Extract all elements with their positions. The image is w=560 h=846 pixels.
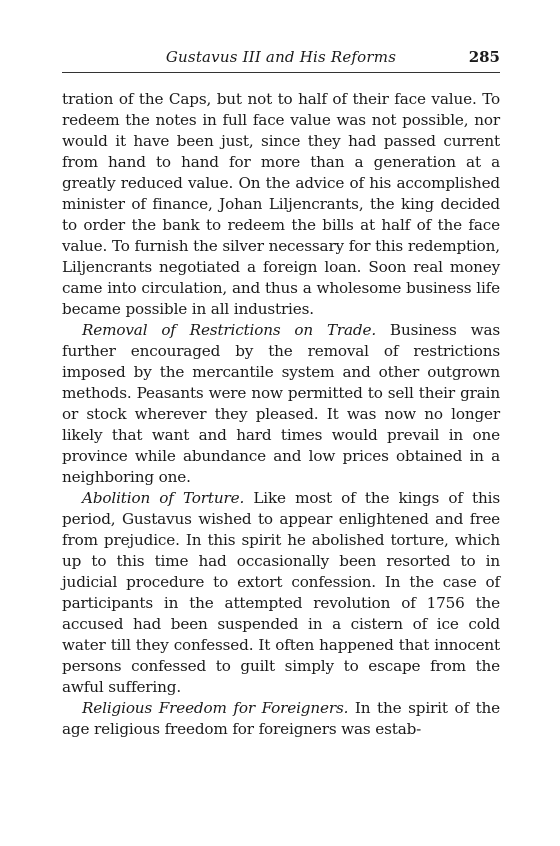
paragraph-religious-freedom <box>62 698 500 740</box>
book-page <box>62 48 500 740</box>
paragraph-abolition-of-torture <box>62 488 500 698</box>
paragraph-text: In the spirit of the age religious freedom for foreigners was estab- <box>62 699 500 738</box>
paragraph-text: Business was further encouraged by the removal of restrictions imposed by the mercantile system and other outgrown methods. Peasants were now permitted to sell their grain or stock wherever they pleased. It was now no longer likely that want and hard times would prevail in one province while abundance and low prices obtained in a neighboring one. <box>62 321 500 486</box>
paragraph-currency-redemption <box>62 89 500 320</box>
section-heading-abolition-of-torture: Abolition of Torture. <box>82 489 245 507</box>
paragraph-removal-of-restrictions <box>62 320 500 488</box>
section-heading-removal-of-restrictions: Removal of Restrictions on Trade. <box>82 321 377 339</box>
section-heading-religious-freedom: Religious Freedom for Foreigners. <box>82 699 349 717</box>
paragraph-text: tration of the Caps, but not to half of their face value. To redeem the notes in full face value was not possible, nor would it have been just, since they had passed current from hand to hand for more than a generation at a greatly reduced value. On the advice of his accomplished minister of finance, Johan Liljencrants, the king decided to order the bank to redeem the bills at half of the face value. To furnish the silver necessary for this redemption, Liljencrants negotiated a foreign loan. Soon real money came into circulation, and thus a wholesome business life became possible in all industries. <box>62 90 500 318</box>
paragraph-text: Like most of the kings of this period, Gustavus wished to appear enlightened and free from prejudice. In this spirit he abolished torture, which up to this time had occasionally been resorted to in judicial procedure to extort confession. In the case of participants in the attempted revolution of 1756 the accused had been suspended in a cistern of ice cold water till they confessed. It often happened that innocent persons confessed to guilt simply to escape from the awful suffering. <box>62 489 500 696</box>
page-number: 285 <box>468 48 500 66</box>
body-text <box>62 89 500 740</box>
running-head <box>62 48 500 73</box>
running-title: Gustavus III and His Reforms <box>165 48 397 66</box>
